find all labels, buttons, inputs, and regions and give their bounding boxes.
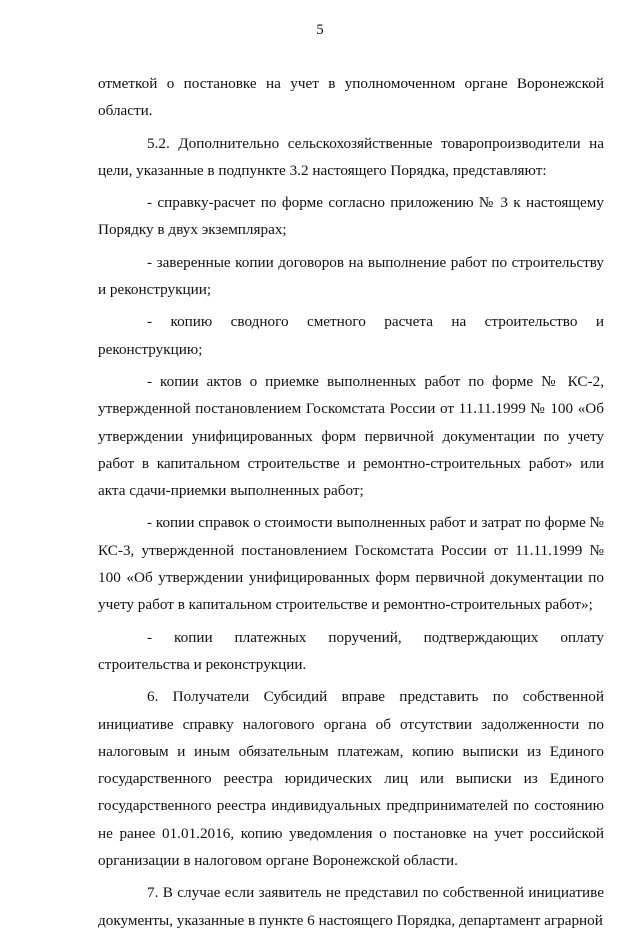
document-body — [98, 70, 604, 939]
paragraph-7: 7. В случае если заявитель не представил по собственной инициативе документы, указанные в пункте 6 настоящего Порядка, департамент аграрной — [98, 884, 604, 929]
paragraph-continuation: отметкой о постановке на учет в уполномоченном органе Воронежской области. — [98, 75, 604, 120]
list-item-payment-orders: - копии платежных поручений, подтверждающих оплату строительства и реконструкции. — [98, 628, 604, 673]
list-item-contracts: - заверенные копии договоров на выполнение работ по строительству и реконструкции; — [98, 253, 604, 299]
list-item-ks3-certificates: - копии справок о стоимости выполненных работ и затрат по форме № КС-3, утвержденной постановлением Госкомстата России от 11.11.1999 № 100 «Об утверждении унифицированных форм первичной документации по учету работ в капитальном строительстве и ремонтно-строительных работ»; — [98, 514, 604, 614]
list-item-calculation: - справку-расчет по форме согласно приложению № 3 к настоящему Порядку в двух экземплярах; — [98, 194, 604, 239]
paragraph-5-2: 5.2. Дополнительно сельскохозяйственные товаропроизводители на цели, указанные в подпункте 3.2 настоящего Порядка, представляют: — [98, 134, 604, 179]
page-number: 5 — [316, 22, 324, 38]
paragraph-6: 6. Получатели Субсидий вправе представить по собственной инициативе справку налогового органа об отсутствии задолженности по налоговым и иным обязательным платежам, копию выписки из Единого государственного реестра юридических лиц или выписки из Единого государственного реестра индивидуальных предпринимателей по состоянию не ранее 01.01.2016, копию уведомления о постановке на учет российской организации в налоговом органе Воронежской области. — [98, 688, 604, 870]
list-item-ks2-acts: - копии актов о приемке выполненных работ по форме № КС-2, утвержденной постановлением Госкомстата России от 11.11.1999 № 100 «Об утверждении унифицированных форм первичной документации по учету работ в капитальном строительстве и ремонтно-строительных работ» или акта сдачи-приемки выполненных работ; — [98, 372, 604, 500]
list-item-estimate: - копию сводного сметного расчета на строительство и реконструкцию; — [98, 313, 604, 358]
